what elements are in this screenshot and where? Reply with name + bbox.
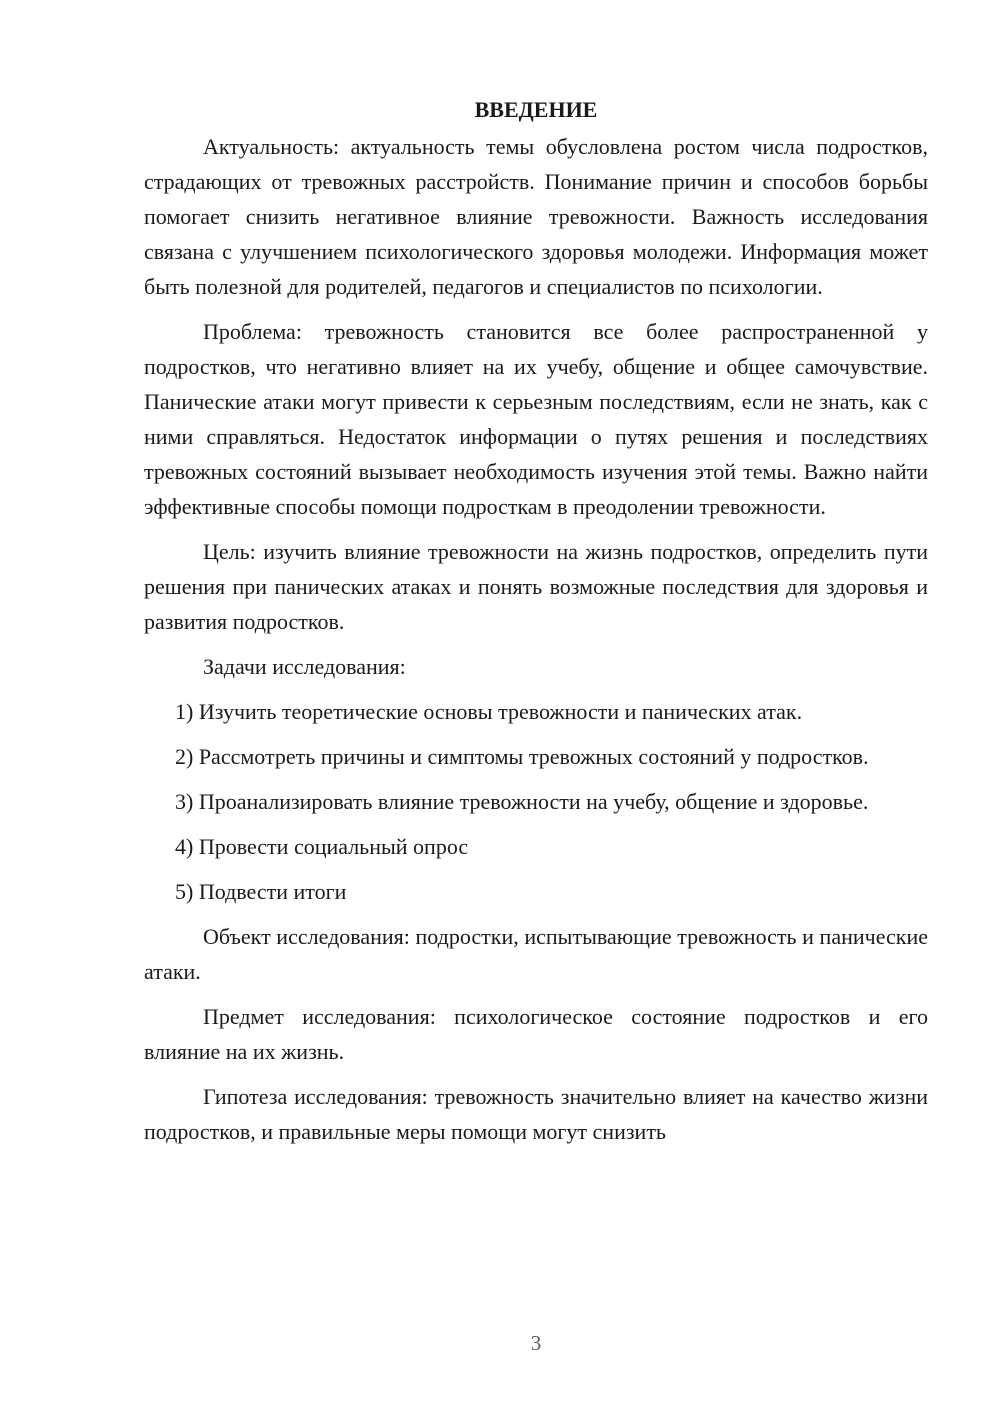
page-number: 3	[530, 1331, 542, 1355]
paragraph-relevance: Актуальность: актуальность темы обусловлена ростом числа подростков, страдающих от тревожных расстройств. Понимание причин и способов борьбы помогает снизить негативное влияние тревожности. Важность исследования связана с улучшением психологического здоровья молодежи. Информация может быть полезной для родителей, педагогов и специалистов по психологии.	[144, 134, 928, 299]
paragraph-object: Объект исследования: подростки, испытывающие тревожность и панические атаки.	[144, 924, 928, 984]
tasks-heading: Задачи исследования:	[203, 654, 406, 679]
task-item: 5) Подвести итоги	[175, 879, 347, 904]
task-item: 3) Проанализировать влияние тревожности на учебу, общение и здоровье.	[175, 789, 869, 814]
task-item: 1) Изучить теоретические основы тревожности и панических атак.	[175, 699, 803, 724]
paragraph-goal: Цель: изучить влияние тревожности на жизнь подростков, определить пути решения при панических атаках и понять возможные последствия для здоровья и развития подростков.	[144, 539, 928, 634]
task-item: 2) Рассмотреть причины и симптомы тревожных состояний у подростков.	[175, 744, 869, 769]
paragraph-problem: Проблема: тревожность становится все более распространенной у подростков, что негативно влияет на их учебу, общение и общее самочувствие. Панические атаки могут привести к серьезным последствиям, если не знать, как с ними справляться. Недостаток информации о путях решения и последствиях тревожных состояний вызывает необходимость изучения этой темы. Важно найти эффективные способы помощи подросткам в преодолении тревожности.	[144, 319, 928, 519]
paragraph-subject: Предмет исследования: психологическое состояние подростков и его влияние на их жизнь.	[144, 1004, 928, 1064]
section-title: ВВЕДЕНИЕ	[474, 97, 598, 122]
task-item: 4) Провести социальный опрос	[175, 834, 469, 859]
paragraph-hypothesis: Гипотеза исследования: тревожность значительно влияет на качество жизни подростков, и правильные меры помощи могут снизить	[144, 1084, 928, 1144]
document-page	[144, 92, 928, 1159]
